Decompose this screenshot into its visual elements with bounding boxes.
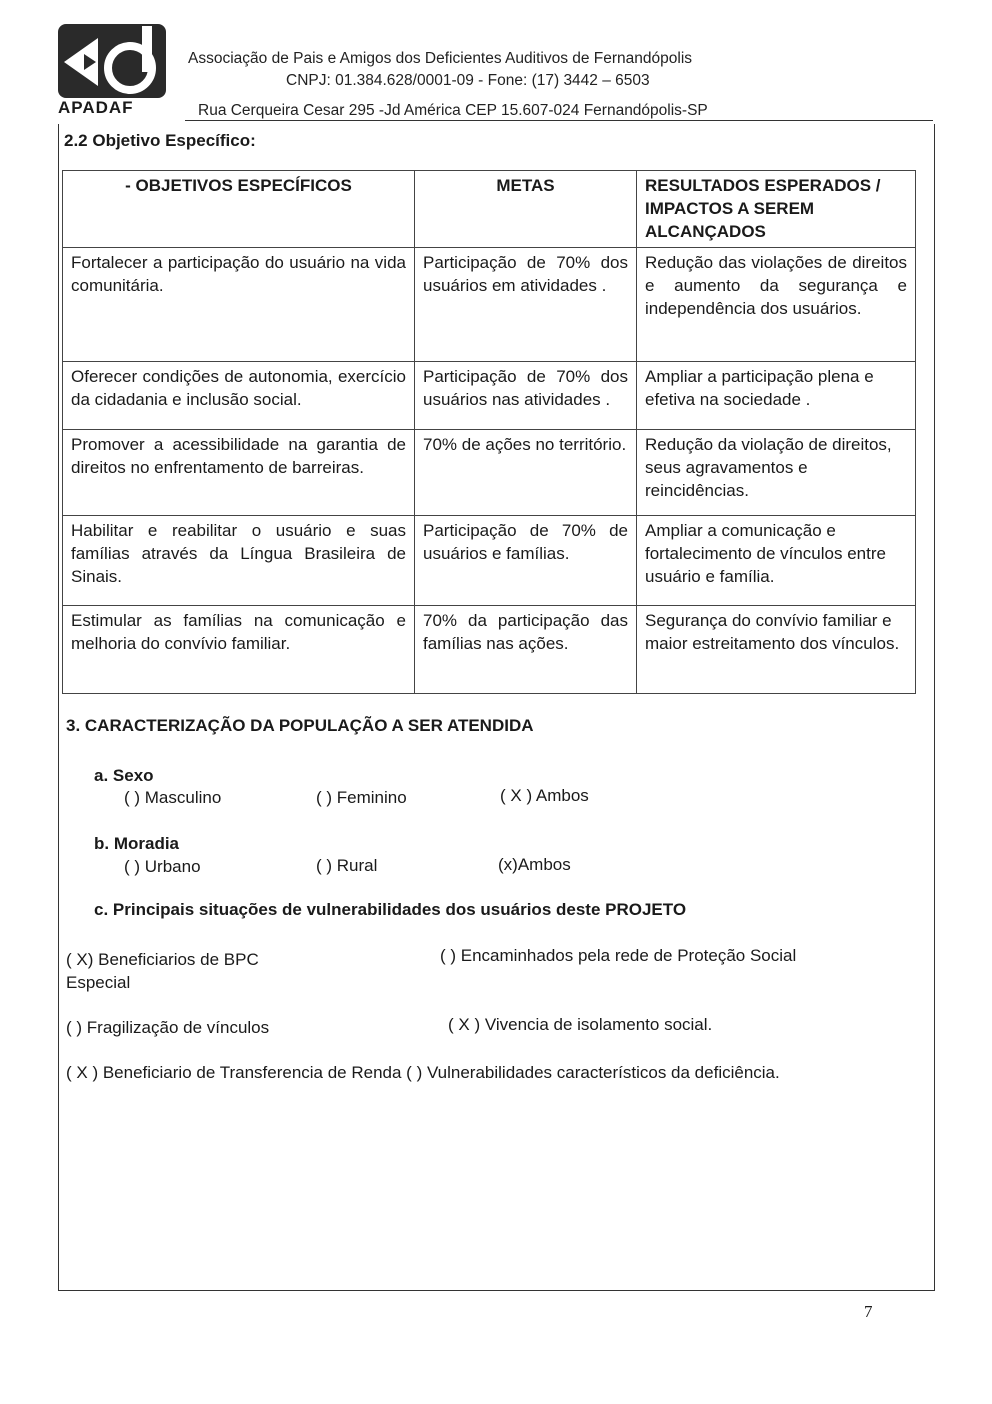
- table-row: [63, 516, 916, 606]
- cell-resultado: Redução da violação de direitos, seus agravamentos e reincidências.: [637, 430, 916, 516]
- header-divider: [185, 120, 933, 121]
- cell-meta: Participação de 70% dos usuários nas atividades .: [415, 362, 637, 430]
- section-title-objetivo-especifico: 2.2 Objetivo Específico:: [64, 131, 256, 150]
- cell-objetivo: Estimular as famílias na comunicação e melhoria do convívio familiar.: [63, 606, 415, 694]
- cell-objetivo: Fortalecer a participação do usuário na vida comunitária.: [63, 248, 415, 362]
- cell-objetivo: Habilitar e reabilitar o usuário e suas famílias através da Língua Brasileira de Sinais.: [63, 516, 415, 606]
- table-row: [63, 430, 916, 516]
- table-row: [63, 248, 916, 362]
- vuln-bpc: ( X) Beneficiarios de BPC: [66, 950, 259, 969]
- org-address: Rua Cerqueira Cesar 295 -Jd América CEP 15.607-024 Fernandópolis-SP: [198, 102, 708, 119]
- cell-resultado: Ampliar a comunicação e fortalecimento de vínculos entre usuário e família.: [637, 516, 916, 606]
- cell-objetivo: Promover a acessibilidade na garantia de direitos no enfrentamento de barreiras.: [63, 430, 415, 516]
- vulnerabilidades-label: c. Principais situações de vulnerabilidades dos usuários deste PROJETO: [94, 900, 687, 919]
- cell-resultado: Segurança do convívio familiar e maior estreitamento dos vínculos.: [637, 606, 916, 694]
- cell-meta: Participação de 70% dos usuários em atividades .: [415, 248, 637, 362]
- cell-resultado: Redução das violações de direitos e aumento da segurança e independência dos usuários.: [637, 248, 916, 362]
- page-number: 7: [864, 1302, 873, 1321]
- apadaf-logo: [58, 24, 166, 124]
- cell-meta: 70% de ações no território.: [415, 430, 637, 516]
- vuln-transferencia-renda: ( X ) Beneficiario de Transferencia de Renda ( ) Vulnerabilidades característicos da deficiência.: [66, 1063, 780, 1082]
- vuln-isolamento: ( X ) Vivencia de isolamento social.: [448, 1015, 713, 1034]
- table-header-row: [63, 171, 916, 248]
- vuln-encaminhados-cont: Especial: [66, 973, 131, 992]
- cell-resultado: Ampliar a participação plena e efetiva na sociedade .: [637, 362, 916, 430]
- table-row: [63, 606, 916, 694]
- cell-meta: Participação de 70% de usuários e famílias.: [415, 516, 637, 606]
- sexo-option-ambos: ( X ) Ambos: [500, 786, 589, 805]
- apadaf-emblem-icon: [58, 24, 166, 98]
- moradia-option-ambos: (x)Ambos: [498, 855, 571, 874]
- column-header-resultados: RESULTADOS ESPERADOS / IMPACTOS A SEREM ALCANÇADOS: [637, 171, 916, 248]
- vuln-fragilizacao: ( ) Fragilização de vínculos: [66, 1018, 270, 1037]
- sexo-label: a. Sexo: [94, 766, 154, 785]
- moradia-option-urbano: ( ) Urbano: [124, 857, 201, 876]
- vuln-encaminhados: ( ) Encaminhados pela rede de Proteção Social: [440, 946, 797, 965]
- section-title-caracterizacao: 3. CARACTERIZAÇÃO DA POPULAÇÃO A SER ATENDIDA: [66, 716, 534, 735]
- table-row: [63, 362, 916, 430]
- moradia-label: b. Moradia: [94, 834, 180, 853]
- column-header-metas: METAS: [415, 171, 637, 248]
- objetivos-table: [62, 170, 916, 694]
- cell-meta: 70% da participação das famílias nas ações.: [415, 606, 637, 694]
- column-header-objetivos: - OBJETIVOS ESPECÍFICOS: [63, 171, 415, 248]
- moradia-option-rural: ( ) Rural: [316, 856, 378, 875]
- sexo-option-masculino: ( ) Masculino: [124, 788, 222, 807]
- cell-objetivo: Oferecer condições de autonomia, exercício da cidadania e inclusão social.: [63, 362, 415, 430]
- brand-name: APADAF: [58, 98, 134, 117]
- org-cnpj-phone: CNPJ: 01.384.628/0001-09 - Fone: (17) 3442 – 6503: [286, 72, 650, 89]
- org-name: Associação de Pais e Amigos dos Deficientes Auditivos de Fernandópolis: [188, 50, 693, 67]
- sexo-option-feminino: ( ) Feminino: [316, 788, 407, 807]
